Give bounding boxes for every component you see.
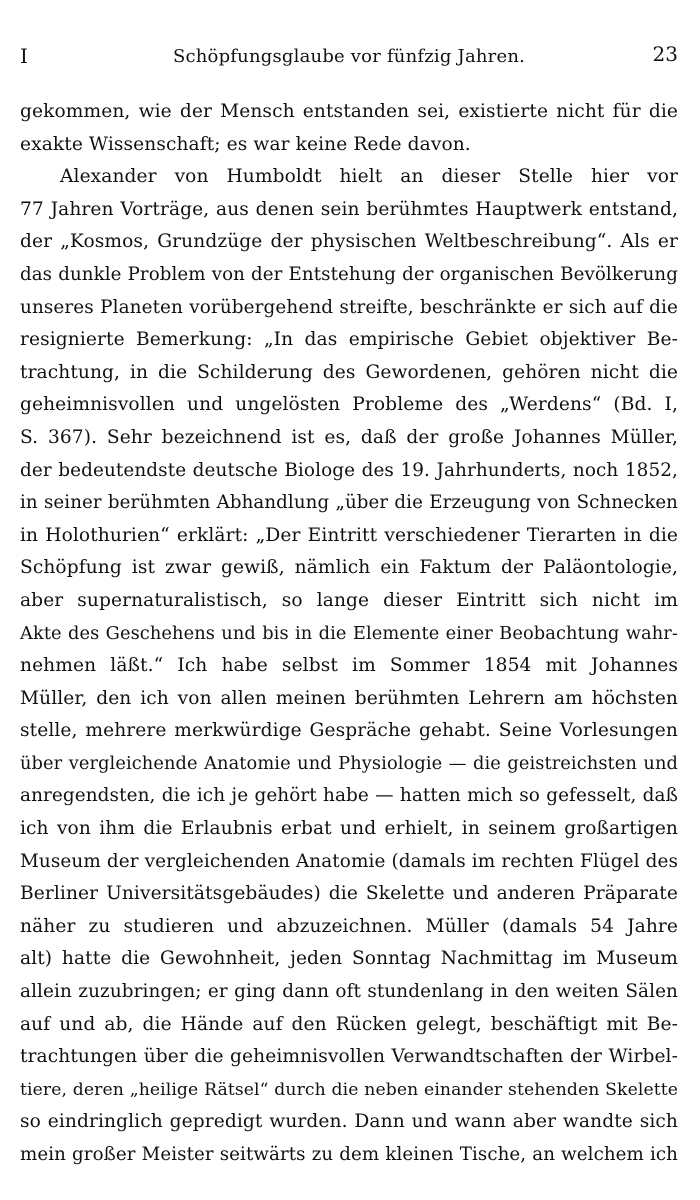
text-line: mein großer Meister seitwärts zu dem kleinen Tische, an welchem ich bbox=[20, 1144, 678, 1165]
text-line: Museum der vergleichenden Anatomie (damals im rechten Flügel des bbox=[20, 850, 678, 872]
text-line: Alexander von Humboldt hielt an dieser Stelle hier vor bbox=[60, 166, 678, 188]
text-line: stelle, mehrere merkwürdige Gespräche gehabt. Seine Vorlesungen bbox=[20, 720, 678, 742]
text-line: anregendsten, die ich je gehört habe — hatten mich so gefesselt, daß bbox=[20, 785, 678, 807]
text-line: in Holothurien“ erklärt: „Der Eintritt verschiedener Tierarten in die bbox=[20, 524, 678, 546]
text-line: über vergleichende Anatomie und Physiologie — die geistreichsten und bbox=[20, 752, 678, 774]
text-line: unseres Planeten vorübergehend streifte, beschränkte er sich auf die bbox=[20, 296, 678, 318]
text-line: Akte des Geschehens und bis in die Elemente einer Beobachtung wahr- bbox=[20, 622, 678, 644]
text-line: tiere, deren „heilige Rätsel“ durch die neben einander stehenden Skelette bbox=[20, 1079, 678, 1100]
text-line: der „Kosmos, Grundzüge der physischen Weltbeschreibung“. Als er bbox=[20, 231, 678, 253]
text-line: resignierte Bemerkung: „In das empirische Gebiet objektiver Be- bbox=[20, 329, 678, 351]
text-line: allein zuzubringen; er ging dann oft stundenlang in den weiten Sälen bbox=[20, 981, 678, 1003]
text-line: Müller, den ich von allen meinen berühmten Lehrern am höchsten bbox=[20, 687, 678, 709]
body-text bbox=[20, 96, 678, 1172]
text-line: geheimnisvollen und ungelösten Probleme des „Werdens“ (Bd. I, bbox=[20, 394, 678, 416]
text-line: ich von ihm die Erlaubnis erbat und erhielt, in seinem großartigen bbox=[20, 818, 678, 840]
text-line: 77 Jahren Vorträge, aus denen sein berühmtes Hauptwerk entstand, bbox=[20, 198, 678, 220]
text-line: exakte Wissenschaft; es war keine Rede davon. bbox=[20, 133, 471, 155]
text-line: aber supernaturalistisch, so lange dieser Eintritt sich nicht im bbox=[20, 589, 678, 611]
text-line: trachtung, in die Schilderung des Gewordenen, gehören nicht die bbox=[20, 361, 678, 383]
page-number: 23 bbox=[652, 42, 678, 66]
text-line: auf und ab, die Hände auf den Rücken gelegt, beschäftigt mit Be- bbox=[20, 1013, 678, 1035]
text-line: der bedeutendste deutsche Biologe des 19. Jahrhunderts, noch 1852, bbox=[20, 459, 678, 481]
text-line: in seiner berühmten Abhandlung „über die Erzeugung von Schnecken bbox=[20, 492, 678, 514]
running-title: Schöpfungsglaube vor fünfzig Jahren. bbox=[172, 46, 526, 67]
text-line: näher zu studieren und abzuzeichnen. Müller (damals 54 Jahre bbox=[20, 915, 678, 937]
running-header bbox=[20, 40, 678, 70]
text-line: nehmen läßt.“ Ich habe selbst im Sommer 1854 mit Johannes bbox=[20, 655, 678, 677]
text-line: S. 367). Sehr bezeichnend ist es, daß der große Johannes Müller, bbox=[20, 426, 678, 448]
text-line: Berliner Universitätsgebäudes) die Skelette und anderen Präparate bbox=[20, 883, 678, 905]
text-line: trachtungen über die geheimnisvollen Verwandtschaften der Wirbel- bbox=[20, 1046, 678, 1068]
text-line: alt) hatte die Gewohnheit, jeden Sonntag Nachmittag im Museum bbox=[20, 948, 678, 970]
chapter-number: I bbox=[20, 44, 28, 68]
text-line: Schöpfung ist zwar gewiß, nämlich ein Faktum der Paläontologie, bbox=[20, 557, 678, 579]
text-line: so eindringlich gepredigt wurden. Dann und wann aber wandte sich bbox=[20, 1111, 678, 1133]
text-line: gekommen, wie der Mensch entstanden sei, existierte nicht für die bbox=[20, 101, 678, 122]
text-line: das dunkle Problem von der Entstehung der organischen Bevölkerung bbox=[20, 263, 678, 285]
